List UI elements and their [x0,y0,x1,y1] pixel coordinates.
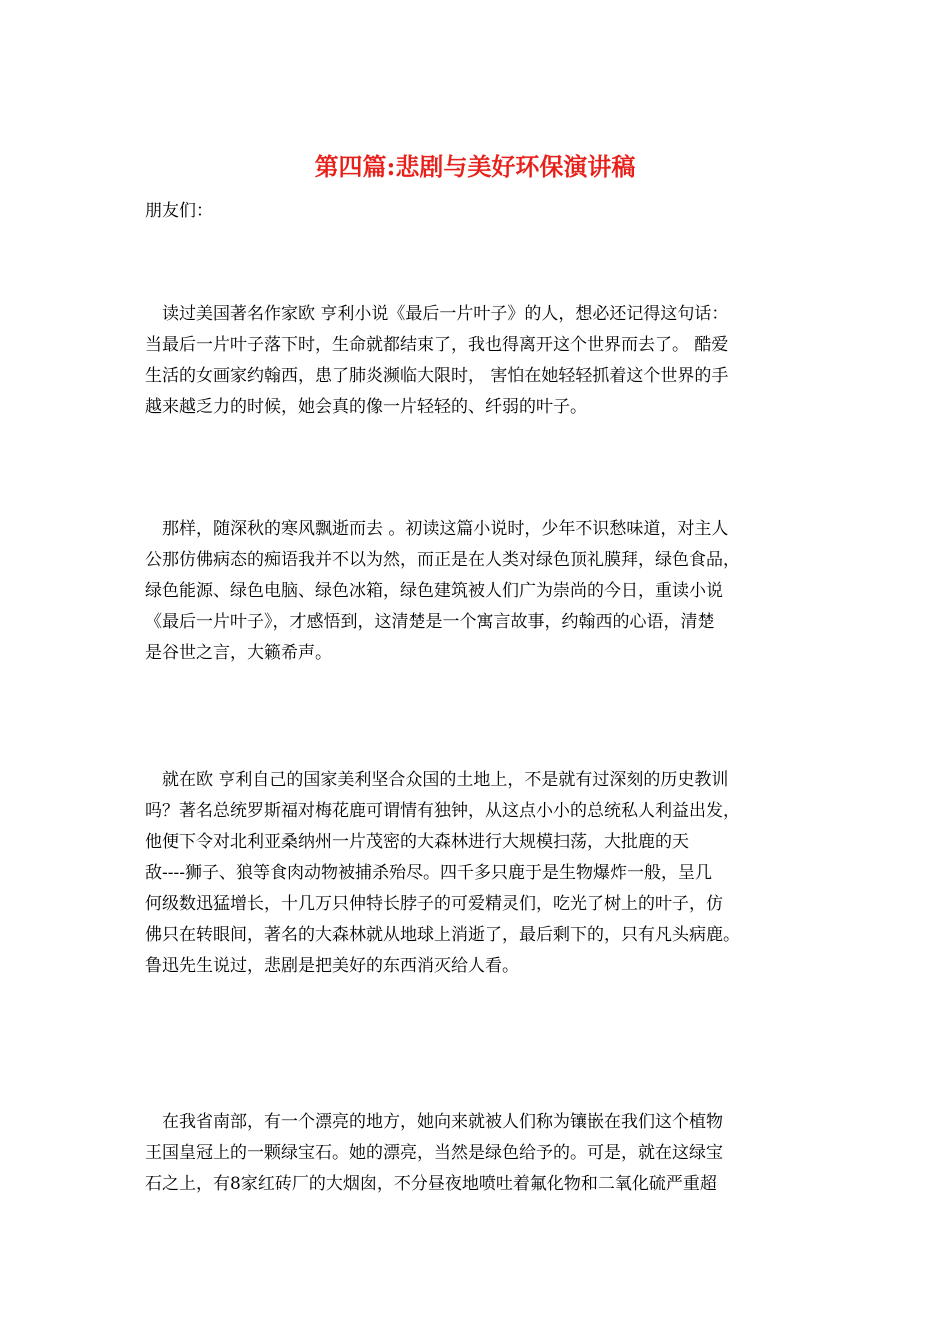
paragraph-line: 佛只在转眼间，著名的大森林就从地球上消逝了，最后剩下的，只有凡头病鹿。 [145,925,740,945]
paragraph-line: 是谷世之言，大籁希声。 [145,643,332,663]
paragraph-line: 王国皇冠上的一颗绿宝石。她的漂亮，当然是绿色给予的。可是，就在这绿宝 [145,1143,723,1163]
paragraph-line: 当最后一片叶子落下时，生命就都结束了，我也得离开这个世界而去了。 酷爱 [145,335,729,355]
paragraph-line: 绿色能源、绿色电脑、绿色冰箱，绿色建筑被人们广为崇尚的今日，重读小说 [145,581,723,601]
paragraph-line: 就在欧 亨利自己的国家美利坚合众国的土地上，不是就有过深刻的历史教训 [145,770,729,790]
paragraph-1 [145,299,807,423]
paragraph-line: 何级数迅猛增长，十几万只伸特长脖子的可爱精灵们，吃光了树上的叶子，仿 [145,894,723,914]
paragraph-line: 在我省南部，有一个漂亮的地方，她向来就被人们称为镶嵌在我们这个植物 [145,1112,723,1132]
paragraph-line: 他便下令对北利亚桑纳州一片茂密的大森林进行大规模扫荡，大批鹿的天 [145,832,689,852]
paragraph-line: 那样，随深秋的寒风飘逝而去 。初读这篇小说时，少年不识愁味道，对主人 [145,519,729,539]
paragraph-line: 公那仿佛病态的痴语我并不以为然，而正是在人类对绿色顶礼膜拜，绿色食品， [145,550,740,570]
paragraph-line: 敌----狮子、狼等食肉动物被捕杀殆尽。四千多只鹿于是生物爆炸一般，呈几 [145,863,712,883]
salutation: 朋友们： [145,201,213,221]
paragraph-line: 吗？著名总统罗斯福对梅花鹿可谓情有独钟，从这点小小的总统私人利益出发， [145,801,740,821]
paragraph-2 [145,514,807,669]
paragraph-line: 读过美国著名作家欧 亨利小说《最后一片叶子》的人，想必还记得这句话： [145,304,729,324]
document-title: 第四篇:悲剧与美好环保演讲稿 [314,152,636,181]
paragraph-line: 鲁迅先生说过，悲剧是把美好的东西消灭给人看。 [145,956,519,976]
paragraph-4 [145,1107,807,1200]
paragraph-line: 越来越乏力的时候，她会真的像一片轻轻的、纤弱的叶子。 [145,397,587,417]
paragraph-line: 石之上，有8家红砖厂的大烟囱，不分昼夜地喷吐着氟化物和二氧化硫严重超 [145,1174,717,1194]
paragraph-3 [145,765,807,982]
paragraph-line: 生活的女画家约翰西，患了肺炎濒临大限时， 害怕在她轻轻抓着这个世界的手 [145,366,729,386]
paragraph-line: 《最后一片叶子》，才感悟到，这清楚是一个寓言故事，约翰西的心语，清楚 [145,612,715,632]
